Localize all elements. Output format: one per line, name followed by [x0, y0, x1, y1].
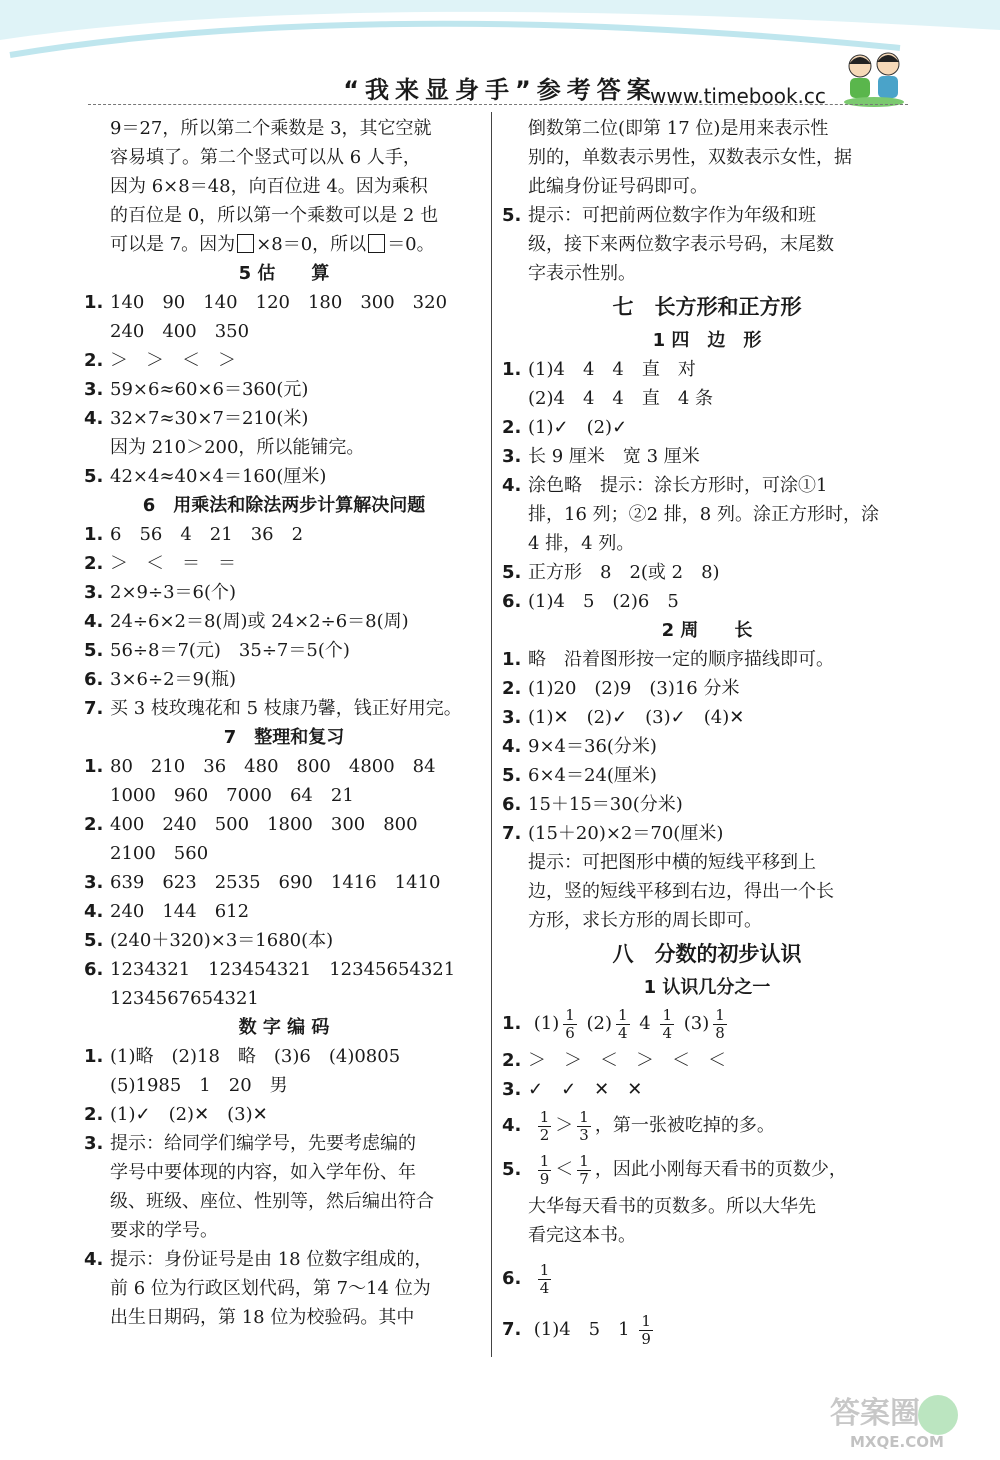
item-number: 5.	[84, 640, 104, 661]
item-number: 2.	[502, 678, 522, 699]
answer-continuation: 排，16 列；②2 排，8 列。涂正方形时，涂	[528, 504, 879, 525]
answer-item	[84, 520, 484, 549]
item-number: 1.	[84, 524, 104, 545]
answer-item	[502, 587, 912, 616]
answer-text: 提示：给同学们编学号，先要考虑编的	[110, 1133, 416, 1154]
item-number: 2.	[84, 814, 104, 835]
answer-text: 提示：可把前两位数字作为年级和班	[528, 205, 816, 226]
answer-text: 59×6≈60×6＝360(元)	[110, 379, 309, 400]
item-number: 5.	[502, 1159, 522, 1180]
left-column	[84, 114, 484, 1332]
answer-text: 140 90 140 120 180 300 320	[110, 292, 448, 313]
answer-item	[502, 1308, 912, 1352]
answer-continuation: 1000 960 7000 64 21	[110, 785, 354, 806]
section-heading: 7 整理和复习	[223, 727, 345, 748]
item-number: 7.	[84, 698, 104, 719]
item-number: 2.	[84, 553, 104, 574]
item-number: 2.	[84, 350, 104, 371]
fraction: $\frac{1}{8}$	[715, 1005, 725, 1042]
answer-item	[84, 404, 484, 433]
item-number: 3.	[502, 707, 522, 728]
item-number: 5.	[502, 205, 522, 226]
answer-continuation: 提示：可把图形中横的短线平移到上	[528, 852, 816, 873]
text-line: 因为 6×8＝48，向百位进 4。因为乘积	[110, 176, 428, 197]
text-line	[84, 230, 484, 259]
answer-text: (1)4 5 1	[533, 1319, 630, 1340]
answer-text: (3)	[683, 1013, 710, 1034]
answer-item	[502, 1075, 912, 1104]
answer-continuation: 大华每天看书的页数多。所以大华先	[528, 1196, 816, 1217]
header-title: “我来显身手”参考答案	[343, 76, 657, 104]
answer-item	[84, 926, 484, 955]
answer-text: 正方形 8 2(或 2 8)	[528, 562, 720, 583]
fraction: $\frac{1}{3}$	[579, 1107, 589, 1144]
item-number: 6.	[502, 1268, 522, 1289]
answer-text: ，第一张被吃掉的多。	[594, 1115, 775, 1136]
item-number: 7.	[502, 1319, 522, 1340]
item-number: 3.	[84, 379, 104, 400]
answer-item: 5. $\frac{1}{9}$ ＜ $\frac{1}{7}$ ，因此小刚每天看书的页数少，	[502, 1148, 912, 1192]
answer-continuation: 级，接下来两位数字表示号码，末尾数	[528, 234, 834, 255]
answer-item	[84, 1042, 484, 1071]
text-fragment: ＝0。	[387, 234, 435, 255]
item-number: 6.	[502, 591, 522, 612]
answer-text: 1234321 123454321 12345654321	[110, 959, 456, 980]
answer-text: 400 240 500 1800 300 800	[110, 814, 418, 835]
answer-text: ✓ ✓ ✕ ✕	[528, 1079, 643, 1100]
answer-text: 6 56 4 21 36 2	[110, 524, 304, 545]
answer-text: 4	[639, 1013, 651, 1034]
answer-text: ＞ ＞ ＜ ＞	[110, 350, 236, 371]
item-number: 6.	[84, 959, 104, 980]
chapter-heading: 八 分数的初步认识	[612, 942, 802, 966]
item-number: 4.	[84, 901, 104, 922]
answer-text: 24÷6×2＝8(周)或 24×2÷6＝8(周)	[110, 611, 409, 632]
answer-continuation: 学号中要体现的内容，如入学年份、年	[110, 1162, 416, 1183]
item-number: 3.	[84, 872, 104, 893]
header-rule	[88, 104, 908, 105]
answer-text: (1)4 5 (2)6 5	[528, 591, 679, 612]
answer-item	[84, 897, 484, 926]
answer-continuation: 4 排，4 列。	[528, 533, 635, 554]
item-number: 2.	[502, 417, 522, 438]
answer-continuation: 出生日期码，第 18 位为校验码。其中	[110, 1307, 415, 1328]
answer-text: 42×4≈40×4＝160(厘米)	[110, 466, 327, 487]
answer-continuation: 前 6 位为行政区划代码，第 7～14 位为	[110, 1278, 431, 1299]
item-number: 3.	[84, 1133, 104, 1154]
answer-continuation: 字表示性别。	[528, 263, 636, 284]
answer-continuation: (2)4 4 4 直 4 条	[528, 388, 714, 409]
answer-item	[84, 578, 484, 607]
fraction: $\frac{1}{9}$	[641, 1311, 651, 1348]
item-number: 4.	[84, 1249, 104, 1270]
answer-item	[84, 462, 484, 491]
answer-item	[84, 346, 484, 375]
answer-item	[84, 1100, 484, 1129]
text-line: 别的，单数表示男性，双数表示女性，据	[528, 147, 852, 168]
fraction: $\frac{1}{7}$	[579, 1151, 589, 1188]
answer-item	[502, 413, 912, 442]
answer-text: 56÷8＝7(元) 35÷7＝5(个)	[110, 640, 350, 661]
answer-text: (1)略 (2)18 略 (3)6 (4)0805	[110, 1046, 401, 1067]
answer-item: 4. $\frac{1}{2}$ ＞ $\frac{1}{3}$ ，第一张被吃掉的多。	[502, 1104, 912, 1148]
item-number: 1.	[84, 1046, 104, 1067]
right-column	[502, 114, 912, 1352]
item-number: 5.	[84, 466, 104, 487]
item-number: 4.	[84, 408, 104, 429]
answer-item	[502, 558, 912, 587]
watermark-logo-icon	[820, 1385, 980, 1455]
answer-text: ＞ ＞ ＜ ＞ ＜ ＜	[528, 1050, 726, 1071]
answer-item	[502, 1002, 912, 1046]
answer-text: 3×6÷2＝9(瓶)	[110, 669, 237, 690]
item-number: 5.	[84, 930, 104, 951]
fraction: $\frac{1}{9}$	[539, 1151, 550, 1188]
answer-item	[84, 665, 484, 694]
text-line: 容易填了。第二个竖式可以从 6 人手，	[110, 147, 421, 168]
answer-text: 涂色略 提示：涂长方形时，可涂①1	[528, 475, 828, 496]
answer-text: 9×4＝36(分米)	[528, 736, 657, 757]
answer-item	[502, 819, 912, 848]
item-number: 1.	[84, 292, 104, 313]
item-number: 2.	[502, 1050, 522, 1071]
section-heading: 2 周 长	[661, 620, 753, 641]
answer-continuation: 因为 210＞200，所以能铺完。	[110, 437, 365, 458]
fraction: $\frac{1}{4}$	[662, 1005, 673, 1042]
answer-text: 240 144 612	[110, 901, 250, 922]
answer-item	[502, 761, 912, 790]
fraction: $\frac{1}{6}$	[565, 1005, 575, 1042]
answer-item	[84, 1129, 484, 1158]
answer-continuation: 1234567654321	[110, 988, 259, 1009]
item-number: 3.	[502, 1079, 522, 1100]
item-number: 4.	[502, 475, 522, 496]
answer-item	[84, 868, 484, 897]
answer-text: ，因此小刚每天看书的页数少，	[594, 1159, 847, 1180]
answer-item	[84, 1245, 484, 1274]
answer-item	[502, 645, 912, 674]
item-number: 1.	[84, 756, 104, 777]
answer-item	[502, 201, 912, 230]
answer-item	[502, 1046, 912, 1075]
text-line: 倒数第二位(即第 17 位)是用来表示性	[528, 118, 829, 139]
chapter-heading: 七 长方形和正方形	[612, 295, 802, 319]
item-number: 7.	[502, 823, 522, 844]
fraction: $\frac{1}{4}$	[539, 1260, 550, 1297]
item-number: 5.	[502, 765, 522, 786]
section-heading: 5 估 算	[238, 263, 330, 284]
answer-continuation: 看完这本书。	[528, 1225, 636, 1246]
answer-item	[84, 375, 484, 404]
answer-item	[84, 694, 484, 723]
text-fragment: 可以是 7。因为	[110, 234, 236, 255]
section-heading: 1 认识几分之一	[643, 977, 771, 998]
answer-item	[502, 703, 912, 732]
text-line: 9＝27，所以第二个乘数是 3，其它空就	[110, 118, 432, 139]
answer-text: 买 3 枝玫瑰花和 5 枝康乃馨，钱正好用完。	[110, 698, 462, 719]
blank-box	[368, 234, 385, 253]
answer-continuation: (5)1985 1 20 男	[110, 1075, 288, 1096]
section-heading: 数 字 编 码	[238, 1017, 330, 1038]
answer-item	[502, 1250, 912, 1308]
answer-text: 略 沿着图形按一定的顺序描线即可。	[528, 649, 834, 670]
fraction: $\frac{1}{2}$	[539, 1107, 550, 1144]
item-number: 1.	[502, 1013, 522, 1034]
answer-text: 提示：身份证号是由 18 位数字组成的，	[110, 1249, 433, 1270]
answer-text: 80 210 36 480 800 4800 84	[110, 756, 436, 777]
item-number: 5.	[502, 562, 522, 583]
answer-item	[502, 471, 912, 500]
answer-item	[502, 732, 912, 761]
answer-text: 15＋15＝30(分米)	[528, 794, 683, 815]
answer-item	[84, 810, 484, 839]
answer-text: 6×4＝24(厘米)	[528, 765, 657, 786]
answer-item	[502, 790, 912, 819]
answer-text: 639 623 2535 690 1416 1410	[110, 872, 441, 893]
item-number: 4.	[502, 1115, 522, 1136]
section-heading: 1 四 边 形	[652, 330, 762, 351]
section-heading: 6 用乘法和除法两步计算解决问题	[142, 495, 426, 516]
answer-item	[84, 636, 484, 665]
answer-item	[502, 674, 912, 703]
answer-item	[84, 607, 484, 636]
answer-item	[502, 355, 912, 384]
item-number: 6.	[502, 794, 522, 815]
answer-text: (1)✓ (2)✕ (3)✕	[110, 1104, 268, 1125]
answer-item	[84, 955, 484, 984]
header-url: www.timebook.cc	[650, 84, 826, 108]
answer-text: (1)✕ (2)✓ (3)✓ (4)✕	[528, 707, 745, 728]
item-number: 2.	[84, 1104, 104, 1125]
blank-box	[237, 234, 254, 253]
answer-text: ＞ ＜ ＝ ＝	[110, 553, 236, 574]
item-number: 1.	[502, 359, 522, 380]
answer-text: 32×7≈30×7＝210(米)	[110, 408, 309, 429]
answer-item	[84, 752, 484, 781]
answer-continuation: 240 400 350	[110, 321, 250, 342]
item-number: 1.	[502, 649, 522, 670]
text-fragment: ×8＝0，所以	[256, 234, 367, 255]
fraction: $\frac{1}{4}$	[618, 1005, 628, 1042]
column-divider	[491, 112, 492, 1357]
answer-text: 2×9÷3＝6(个)	[110, 582, 237, 603]
item-number: 3.	[502, 446, 522, 467]
watermark-text: 答案圈	[830, 1396, 920, 1431]
answer-text: (15＋20)×2＝70(厘米)	[528, 823, 724, 844]
watermark-domain: MXQE.COM	[850, 1433, 944, 1451]
answer-text: (1)20 (2)9 (3)16 分米	[528, 678, 740, 699]
text-line: 的百位是 0，所以第一个乘数可以是 2 也	[110, 205, 439, 226]
item-number: 3.	[84, 582, 104, 603]
answer-text: (2)	[586, 1013, 613, 1034]
answer-continuation: 方形，求长方形的周长即可。	[528, 910, 762, 931]
kids-mascot-icon	[840, 48, 910, 108]
answer-continuation: 要求的学号。	[110, 1220, 218, 1241]
answer-item	[84, 288, 484, 317]
answer-continuation: 2100 560	[110, 843, 209, 864]
item-number: 4.	[502, 736, 522, 757]
answer-text: (1)✓ (2)✓	[528, 417, 628, 438]
answer-item	[502, 442, 912, 471]
answer-text: (1)	[533, 1013, 560, 1034]
answer-text: (1)4 4 4 直 对	[528, 359, 696, 380]
answer-text: 长 9 厘米 宽 3 厘米	[528, 446, 700, 467]
answer-continuation: 级、班级、座位、性别等，然后编出符合	[110, 1191, 434, 1212]
text-line: 此编身份证号码即可。	[528, 176, 708, 197]
answer-text: (240＋320)×3＝1680(本)	[110, 930, 334, 951]
answer-continuation: 边，竖的短线平移到右边，得出一个长	[528, 881, 834, 902]
item-number: 6.	[84, 669, 104, 690]
answer-item	[84, 549, 484, 578]
item-number: 4.	[84, 611, 104, 632]
